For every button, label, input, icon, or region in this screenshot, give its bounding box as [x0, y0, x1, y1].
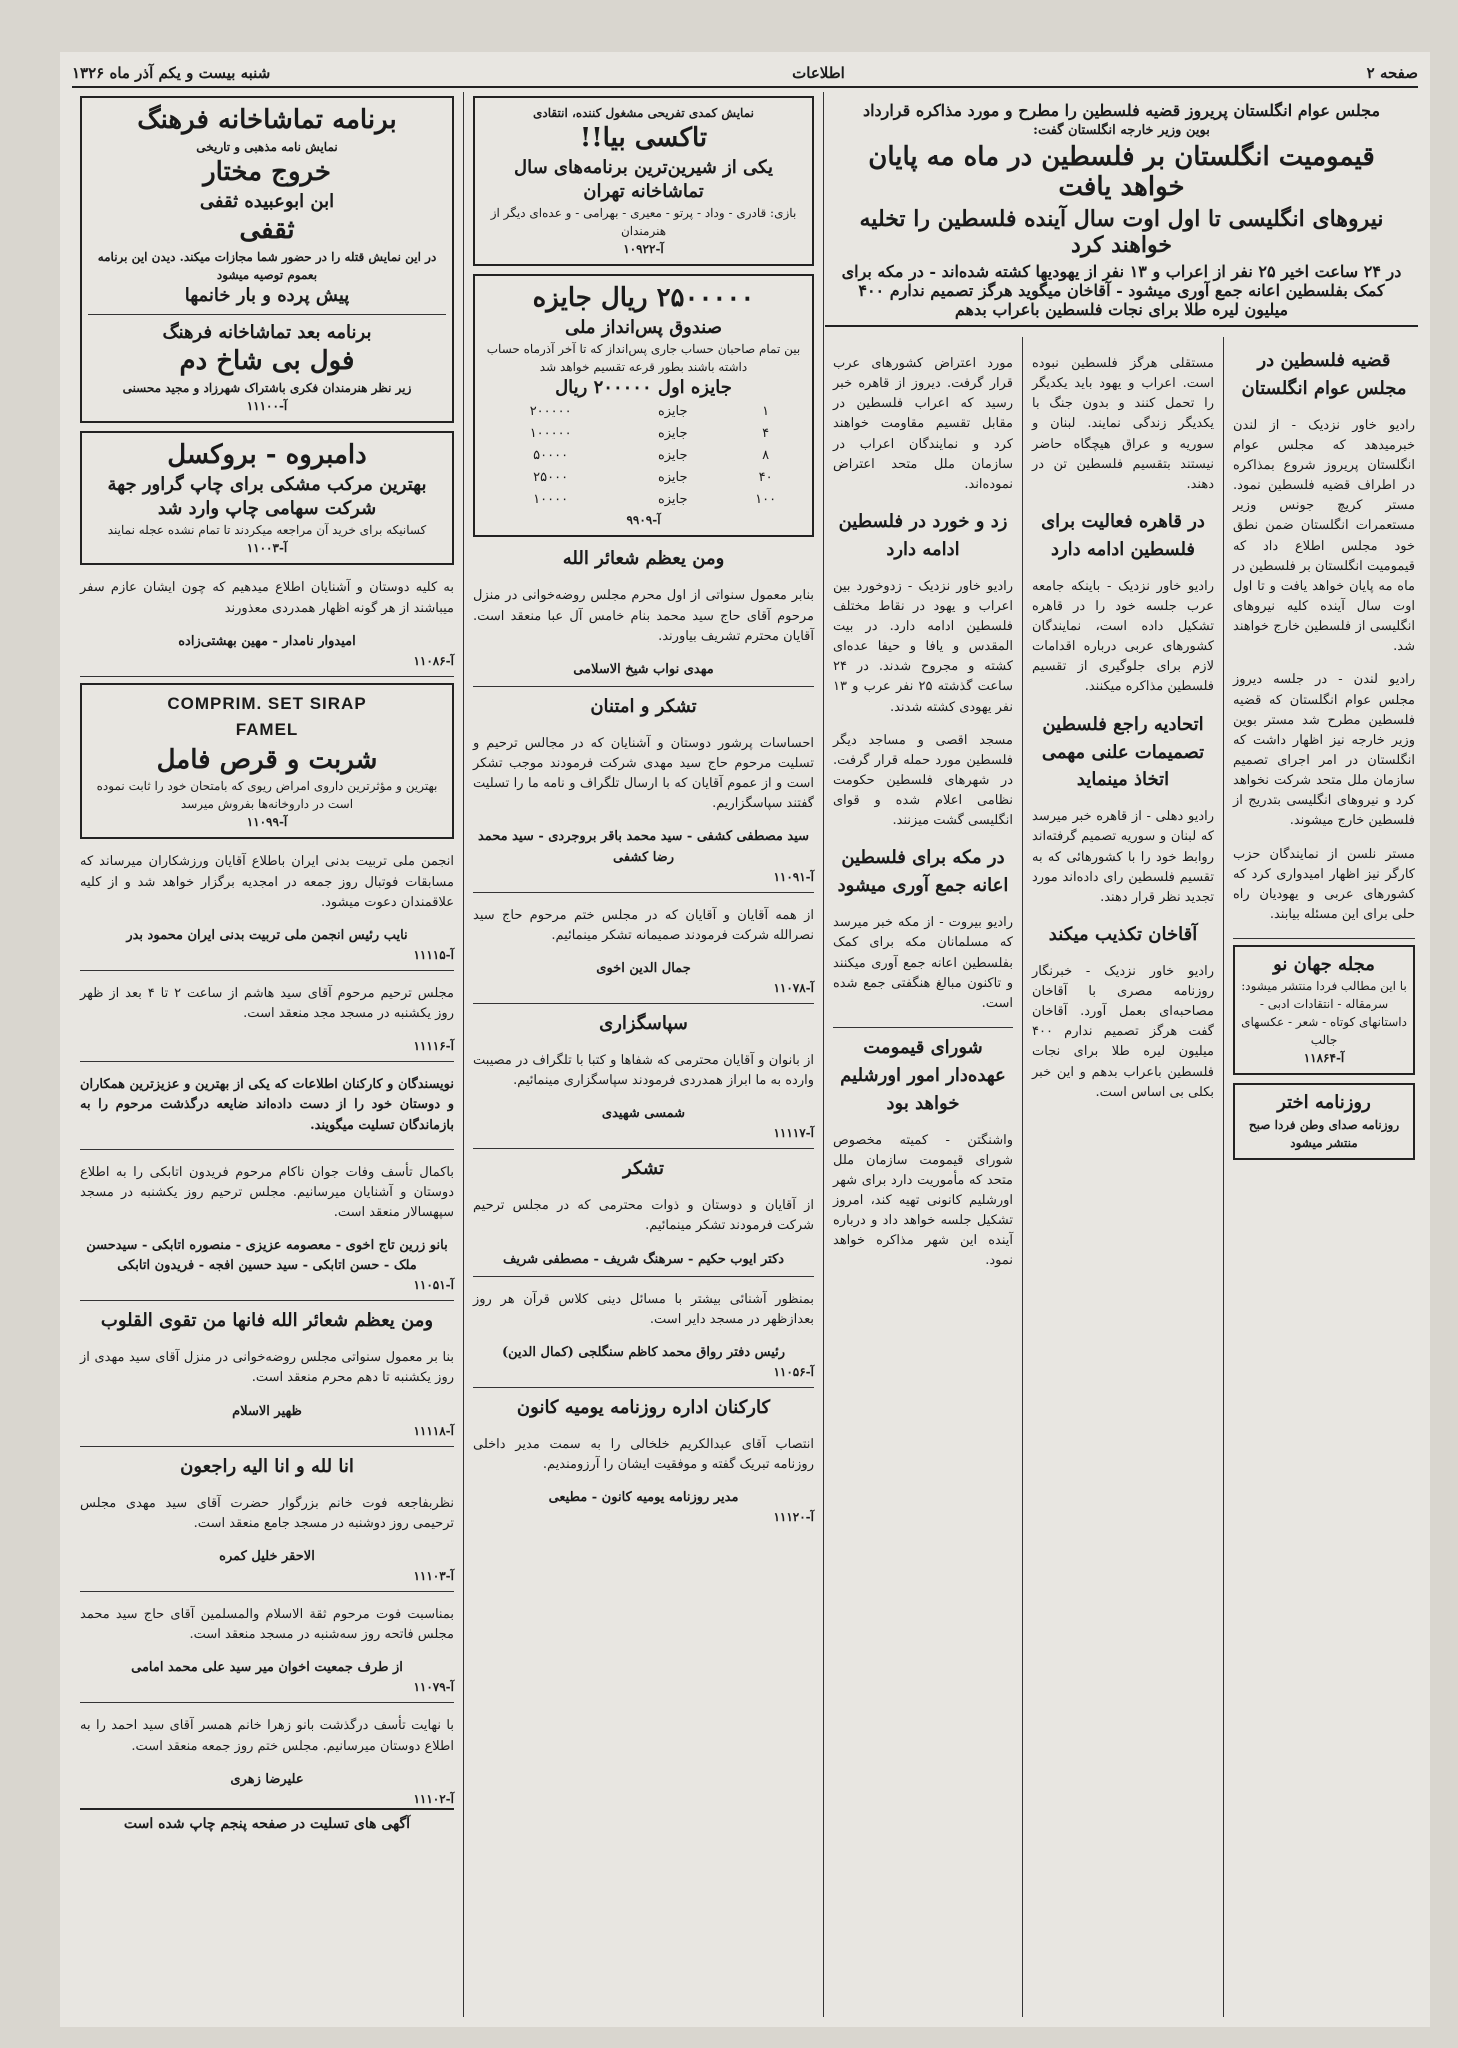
col1-paragraph: مستر نلسن از نمایندگان حزب کارگر نیز اظهار امیدواری کرد که کشورهای عربی و یهودیان راه حلی برای این مسئله بیابند.	[1233, 846, 1415, 923]
notice-title: انا لله و انا الیه راجعون	[180, 1455, 354, 1477]
thanks-title: تشکر و امتنان	[590, 695, 697, 717]
notice-title: کارکنان اداره روزنامه یومیه کانون	[516, 1397, 771, 1419]
table-row: ۱۰۰ جایزه ۱۰۰۰۰	[533, 492, 777, 508]
ad-code: آ-۱۰۹۲۲	[623, 242, 664, 257]
lottery-fund: صندوق پس‌انداز ملی	[564, 317, 723, 339]
ad-code: آ-۱۱۰۸۶	[413, 653, 454, 668]
famel-ad	[80, 683, 454, 839]
ink-ad	[80, 431, 454, 565]
ink-title: دامبروه - بروکسل	[167, 440, 367, 471]
play-kicker: نمایش کمدی تفریحی مشغول کننده، انتقادی	[533, 106, 754, 120]
prize-head: جایزه اول ۲۰۰۰۰۰ ریال	[555, 377, 732, 399]
lead-subkicker: بوین وزیر خارجه انگلستان گفت:	[1033, 123, 1210, 138]
thanks-sign: شمسی شهیدی	[601, 1106, 686, 1122]
col3-paragraph: مسجد اقصی و مساجد دیگر فلسطین مورد حمله قرار گرفت. در شهرهای فلسطین حکومت نظامی اعلام شده و قوای انگلیسی گشت میزنند.	[833, 732, 1013, 829]
col3-heading: زد و خورد در فلسطین ادامه دارد	[838, 510, 1008, 560]
thanks-sign: دکتر ایوب حکیم - سرهنگ شریف - مصطفی شریف	[502, 1251, 785, 1267]
col3-heading: شورای قیمومت عهده‌دار امور اورشلیم خواهد بود	[840, 1036, 1006, 1114]
thanks-body: از آقایان و دوستان و ذوات محترمی که در مجلس ترحیم شرکت فرمودند تشکر مینمائیم.	[473, 1198, 814, 1234]
notice-body: از همه آقایان و آقایان که در مجلس ختم مرحوم حاج سید نصرالله شرکت فرمودند صمیمانه تشکر مینمائیم.	[473, 907, 814, 943]
notice-body: با نهایت تأسف درگذشت بانو زهرا خانم همسر آقای سید احمد را به اطلاع دوستان میرسانیم. مجلس ختم روز جمعه منعقد است.	[80, 1718, 454, 1754]
table-row: ۱ جایزه ۲۰۰۰۰۰	[529, 403, 770, 419]
ad-code: آ-۱۱۱۱۵	[413, 947, 454, 962]
magazine-body: با این مطالب فردا منتشر میشود: سرمقاله - انتقادات ادبی - داستانهای کوتاه - شعر - عکسهای جالب	[1241, 979, 1407, 1048]
thanks-body: از بانوان و آقایان محترمی که شفاها و کتبا با تلگراف در مصیبت وارده به ما ابراز همدردی فرمودند سپاسگزاری مینمائیم.	[473, 1052, 814, 1089]
col2-paragraph: مستقلی هرگز فلسطین نبوده است. اعراب و یهود باید یکدیگر را تحمل کنند و بدون جنگ با یکدیگر زندگی نمایند. لبنان و سوریه و عراق هیچگاه حاضر نیستند بتقسیم فلسطین تن در دهند.	[1032, 356, 1214, 492]
table-row: ۴ جایزه ۱۰۰۰۰۰	[529, 425, 770, 441]
theater-kicker: نمایش نامه مذهبی و تاریخی	[196, 139, 338, 154]
col2-heading: آقاخان تکذیب میکند	[1048, 923, 1198, 945]
notice-sign: علیرضا زهری	[230, 1771, 304, 1787]
thanks-sign: سید مصطفی کشفی - سید محمد باقر بروجردی - سید محمد رضا کشفی	[477, 829, 810, 865]
play-sub: یکی از شیرین‌ترین برنامه‌های سال	[514, 156, 773, 178]
notice-sign: ظهیر الاسلام	[232, 1403, 302, 1419]
table-row: ۸ جایزه ۵۰۰۰۰	[533, 448, 770, 464]
col3-paragraph: رادیو خاور نزدیک - زدوخورد بین اعراب و یهود در نقاط مختلف فلسطین ادامه دارد. در بیت المقدس و یافا و حیفا عده‌ای کشته و مجروح شدند. در ۲۴ ساعت گذشته ۲۵ نفر عرب و ۱۳ نفر یهودی کشته شدند.	[833, 578, 1013, 715]
notice-sign: رئیس دفتر رواق محمد کاظم سنگلجی (کمال الدین)	[501, 1345, 786, 1360]
theater-author: ابن ابوعبیده ثقفی	[199, 190, 335, 212]
ink-note: کسانیکه برای خرید آن مراجعه میکردند تا تمام نشده عجله نمایند	[107, 523, 427, 538]
ink-body: بهترین مرکب مشکی برای چاپ گراور جهة شرکت سهامی چاپ وارد شد	[107, 473, 427, 520]
ad-code: آ-۱۱۱۱۷	[773, 1126, 814, 1141]
col3-heading: در مکه برای فلسطین اعانه جمع آوری میشود	[837, 847, 1009, 897]
thanks-title: تشکر	[623, 1158, 664, 1180]
theater-note: پیش پرده و بار خانمها	[184, 284, 350, 306]
col2-paragraph: رادیو خاور نزدیک - باینکه جامعه عرب جلسه خود را در قاهره تشکیل داده است، نمایندگان کشورهای عربی درباره اقدامات لازم برای جلوگیری از تقسیم فلسطین مذاکره میکنند.	[1032, 578, 1214, 695]
col3-paragraph: واشنگتن - کمیته مخصوص شورای قیمومت سازمان ملل متحد که مأموریت دارد برای شهر اورشلیم کانونی تهیه کند، امروز تشکیل جلسه خواهد داد و درباره آینده این شهر مذاکره خواهد نمود.	[833, 1132, 1013, 1269]
notice-body: بنا بر معمول سنواتی مجلس روضه‌خوانی در منزل آقای سید مهدی از روز یکشنبه تا دهم محرم منعقد است.	[80, 1350, 454, 1386]
column-2	[1024, 337, 1222, 2017]
lottery-ad	[473, 274, 814, 537]
ad-code: آ-۱۱۰۰۳	[246, 541, 288, 556]
notice-sign: بانو زرین تاج اخوی - معصومه عزیزی - منصوره اتابکی - سیدحسن ملک - حسن اتابکی - سید حسین افجه - فریدون اتابکی	[86, 1238, 448, 1274]
ad-code: آ-۱۱۱۰۳	[413, 1568, 454, 1583]
notice-title: ومن یعظم شعائر الله فانها من تقوی القلوب	[100, 1310, 434, 1332]
notice-body: بمناسبت فوت مرحوم ثقة الاسلام والمسلمین آقای حاج سید محمد مجلس فاتحه روز سه‌شنبه در مسجد منعقد است.	[80, 1606, 454, 1643]
notice-body: انجمن ملی تربیت بدنی ایران باطلاع آقایان ورزشکاران میرساند که مسابقات فوتبال روز جمعه در امجدیه برگزار خواهد شد و از کلیه علاقمندان دعوت میشود.	[80, 854, 454, 910]
lottery-body: بین تمام صاحبان حساب جاری پس‌انداز که تا آخر آذرماه حساب داشته باشند بطور قرعه تقسیم خواهد شد	[486, 342, 801, 375]
taxi-play-ad	[473, 96, 814, 266]
page-number: صفحه ۲	[1366, 64, 1418, 82]
ad-code: آ-۱۱۱۱۶	[413, 1039, 454, 1054]
ad-code: آ-۱۱۰۹۹	[246, 815, 288, 830]
col1-paragraph: رادیو خاور نزدیک - از لندن خبرمیدهد که مجلس عوام انگلستان پریروز شروع بمذاکره در اطراف قضیه فلسطین نمود. مستر کریچ جونس وزیر مستعمرات انگلستان ضمن نطق خود مجلس اطلاع داد که قیمومیت انگلستان بر فلسطین در ماه مه پایان خواهد یافت و تا اول اوت سال آینده کلیه نیروهای انگلیسی از فلسطین خارج خواهند شد.	[1233, 417, 1415, 655]
lottery-title: ۲۵۰۰۰۰۰ ریال جایزه	[532, 283, 755, 314]
ad-code: آ-۱۱۰۵۱	[413, 1278, 454, 1293]
col3-paragraph: رادیو بیروت - از مکه خبر میرسد که مسلمانان مکه برای کمک بفلسطین اعانه جمع آوری میکنند و تاکنون مبالغ هنگفتی جمع شده است.	[833, 915, 1013, 1011]
col2-paragraph: رادیو خاور نزدیک - خبرنگار روزنامه مصری با آقاخان مصاحبه‌ای بعمل آورد. آقاخان گفت هرگز تصمیم ندارم ۴۰۰ میلیون لیره طلا برای نجات فلسطین باعراب بدهم و این خبر بکلی بی اساس است.	[1032, 963, 1214, 1100]
play-cast: بازی: قادری - وداد - پرتو - معیری - بهرامی - و عده‌ای دیگر از هنرمندان	[490, 206, 797, 239]
col1-paragraph: رادیو لندن - در جلسه دیروز مجلس عوام انگلستان که قضیه فلسطین مطرح شد مستر بوین وزیر خارجه نیز اظهار داشت که انگلستان در امر اجرای تصمیم سازمان ملل متحد شرکت نخواهد کرد و نیروهای انگلیسی بتدریج از فلسطین خارج میشوند.	[1233, 672, 1415, 829]
famel-title: شربت و قرص فامل	[156, 744, 378, 775]
notice-body: بمنظور آشنائی بیشتر با مسائل دینی کلاس قرآن هر روز بعدازظهر در مسجد دایر است.	[473, 1291, 814, 1327]
notice-body: باکمال تأسف وفات جوان ناکام مرحوم فریدون اتابکی را به اطلاع دوستان و آشنایان میرسانیم. مجلس ترحیم روز یکشنبه در مسجد سپهسالار منعقد است.	[80, 1164, 454, 1220]
notice-sign: مهدی نواب شیخ الاسلامی	[573, 661, 714, 677]
lead-deck: در ۲۴ ساعت اخیر ۲۵ نفر از اعراب و ۱۳ نفر از یهودیها کشته شده‌اند - در مکه برای کمک بفلسطین اعانه جمع آوری میشود - آقاخان میگوید هرگز تصمیم ندارم ۴۰۰ میلیون لیره طلا برای نجات فلسطین باعراب بدهم	[841, 262, 1402, 319]
theater-next: برنامه بعد تماشاخانه فرهنگ	[162, 321, 372, 343]
newspaper-ad-body: روزنامه صدای وطن فردا صبح منتشر میشود	[1248, 1117, 1400, 1150]
lead-title-2: نیروهای انگلیسی تا اول اوت سال آینده فلسطین را تخلیه خواهند کرد	[859, 206, 1384, 258]
col1-heading: قضیه فلسطین در مجلس عوام انگلستان	[1241, 350, 1407, 399]
notice-body: بنابر معمول سنواتی از اول محرم مجلس روضه‌خوانی در منزل مرحوم آقای حاج سید محمد بنام خامس آل عبا منعقد است. آقایان محترم تشریف بیاورند.	[473, 588, 814, 644]
theater-next-play: فول بی شاخ دم	[179, 346, 355, 377]
notice-sign: نایب رئیس انجمن ملی تربیت بدنی ایران محمود بدر	[126, 927, 408, 943]
ad-code: آ-۱۱۱۰۰	[246, 399, 288, 414]
col2-heading: در قاهره فعالیت برای فلسطین ادامه دارد	[1041, 510, 1205, 560]
notice-body: نظربفاجعه فوت خانم بزرگوار حضرت آقای سید مهدی مجلس ترحیمی روز دوشنبه در مسجد جامع منعقد است.	[80, 1495, 454, 1531]
famel-latin: COMPRIM. SET SIRAP	[167, 693, 367, 713]
notice-sign: از طرف جمعیت اخوان میر سید علی محمد امامی	[131, 1660, 403, 1676]
ad-code: آ-۱۱۱۰۲	[413, 1791, 454, 1806]
theater-title: برنامه تماشاخانه فرهنگ	[137, 105, 397, 135]
famel-latin-2: FAMEL	[235, 720, 299, 740]
column-3	[825, 337, 1021, 2017]
lead-headline-block	[825, 92, 1418, 327]
thanks-body: احساسات پرشور دوستان و آشنایان که در مجالس ترحیم و تسلیت مرحوم حاج سید مهدی شرکت فرمودند موجب تشکر است و از عموم آقایان که با ارسال تلگراف و نامه ما را تسلیت گفتند سپاسگزاریم.	[473, 735, 814, 812]
notice-sign: امیدوار نامدار - مهین بهشتی‌زاده	[178, 633, 356, 649]
newspaper-ad	[1233, 1083, 1415, 1159]
thanks-title: سپاسگزاری	[599, 1013, 688, 1035]
notice-body: انتصاب آقای عبدالکریم خلخالی را به سمت مدیر داخلی روزنامه تبریک گفته و موفقیت ایشان را آرزومندیم.	[473, 1437, 814, 1473]
prize-table	[481, 401, 806, 512]
magazine-ad	[1233, 945, 1415, 1075]
theater-name: ثقفی	[239, 214, 295, 245]
col3-paragraph: مورد اعتراض کشورهای عرب قرار گرفت. دیروز از قاهره خبر رسید که اعراب فلسطین در مقابل تقسیم مقاومت خواهند کرد و نمایندگان اعراب در سازمان ملل متحد اعتراض نموده‌اند.	[833, 356, 1013, 492]
notice-title: ومن یعظم شعائر الله	[562, 548, 725, 570]
famel-body: بهترین و مؤثرترین داروی امراض ریوی که بامتحان خود را ثابت نموده است در داروخانه‌ها بفروش میرسد	[96, 779, 438, 812]
lead-kicker: مجلس عوام انگلستان پریروز قضیه فلسطین را مطرح و مورد مذاکره قرارداد	[862, 101, 1381, 120]
theater-play: خروج مختار	[203, 156, 331, 187]
lead-title: قیمومیت انگلستان بر فلسطین در ماه مه پایان خواهد یافت	[868, 142, 1375, 202]
notice-body: مجلس ترحیم مرحوم آقای سید هاشم از ساعت ۲ تا ۴ بعد از ظهر روز یکشنبه در مسجد مجد منعقد است.	[80, 985, 455, 1022]
col2-heading: اتحادیه راجع فلسطین تصمیمات علنی مهمی اتخاذ مینماید	[1041, 713, 1205, 791]
theater-name: تماشاخانه تهران	[583, 181, 704, 203]
column-5	[72, 92, 462, 2017]
footer-note: آگهی های تسلیت در صفحه پنجم چاپ شده است	[80, 1808, 454, 1836]
ad-code: آ-۱۱۱۲۰	[773, 1510, 814, 1525]
notice-body: نویسندگان و کارکنان اطلاعات که یکی از بهترین و عزیزترین همکاران و دوستان خود را از دست داده‌اند ضایعه درگذشت مرحوم را به بازماندگان تسلیت میگویند.	[80, 1077, 454, 1133]
theater-body: در این نمایش قتله را در حضور شما مجازات میکند. دیدن این برنامه بعموم توصیه میشود	[97, 249, 437, 282]
play-title: تاکسی بیا!!	[579, 123, 708, 153]
magazine-title: مجله جهان نو	[1273, 954, 1375, 976]
running-header	[72, 60, 1418, 88]
col2-paragraph: رادیو دهلی - از قاهره خبر میرسد که لبنان و سوریه تصمیم گرفته‌اند روابط خود را با کشورهائی که به تقسیم فلسطین رای داده‌اند مورد تجدید نظر قرار دهند.	[1032, 809, 1214, 905]
issue-date: شنبه بیست و یکم آذر ماه ۱۳۲۶	[72, 64, 271, 82]
ad-code: آ-۱۱۸۶۴	[1303, 1051, 1345, 1066]
notice-sign: الاحقر خلیل کمره	[219, 1548, 315, 1564]
ad-code: آ-۱۱۰۹۱	[773, 869, 814, 884]
ad-code: آ-۱۱۱۱۸	[413, 1423, 454, 1438]
column-1	[1225, 337, 1423, 2017]
ad-code: آ-۱۱۰۷۸	[773, 981, 814, 996]
notice-sign: مدیر روزنامه یومیه کانون - مطیعی	[548, 1490, 739, 1506]
column-4	[465, 92, 822, 2017]
ad-code: آ-۹۹۰۹	[626, 513, 661, 528]
paper-name: اطلاعات	[792, 64, 845, 82]
ad-code: آ-۱۱۰۷۹	[413, 1680, 454, 1695]
theater-director: زیر نظر هنرمندان فکری باشتراک شهرزاد و مجید محسنی	[122, 381, 412, 396]
notice-body: به کلیه دوستان و آشنایان اطلاع میدهیم که چون ایشان عازم سفر میباشند از هر گونه اظهار همدردی معذورند	[80, 580, 454, 616]
newspaper-page	[60, 52, 1430, 2027]
table-row: ۴۰ جایزه ۲۵۰۰۰	[533, 470, 773, 486]
farhang-theater-ad	[80, 96, 454, 423]
newspaper-ad-title: روزنامه اختر	[1277, 1092, 1371, 1114]
notice-sign: جمال الدین اخوی	[596, 960, 691, 976]
ad-code: آ-۱۱۰۵۶	[773, 1365, 814, 1380]
